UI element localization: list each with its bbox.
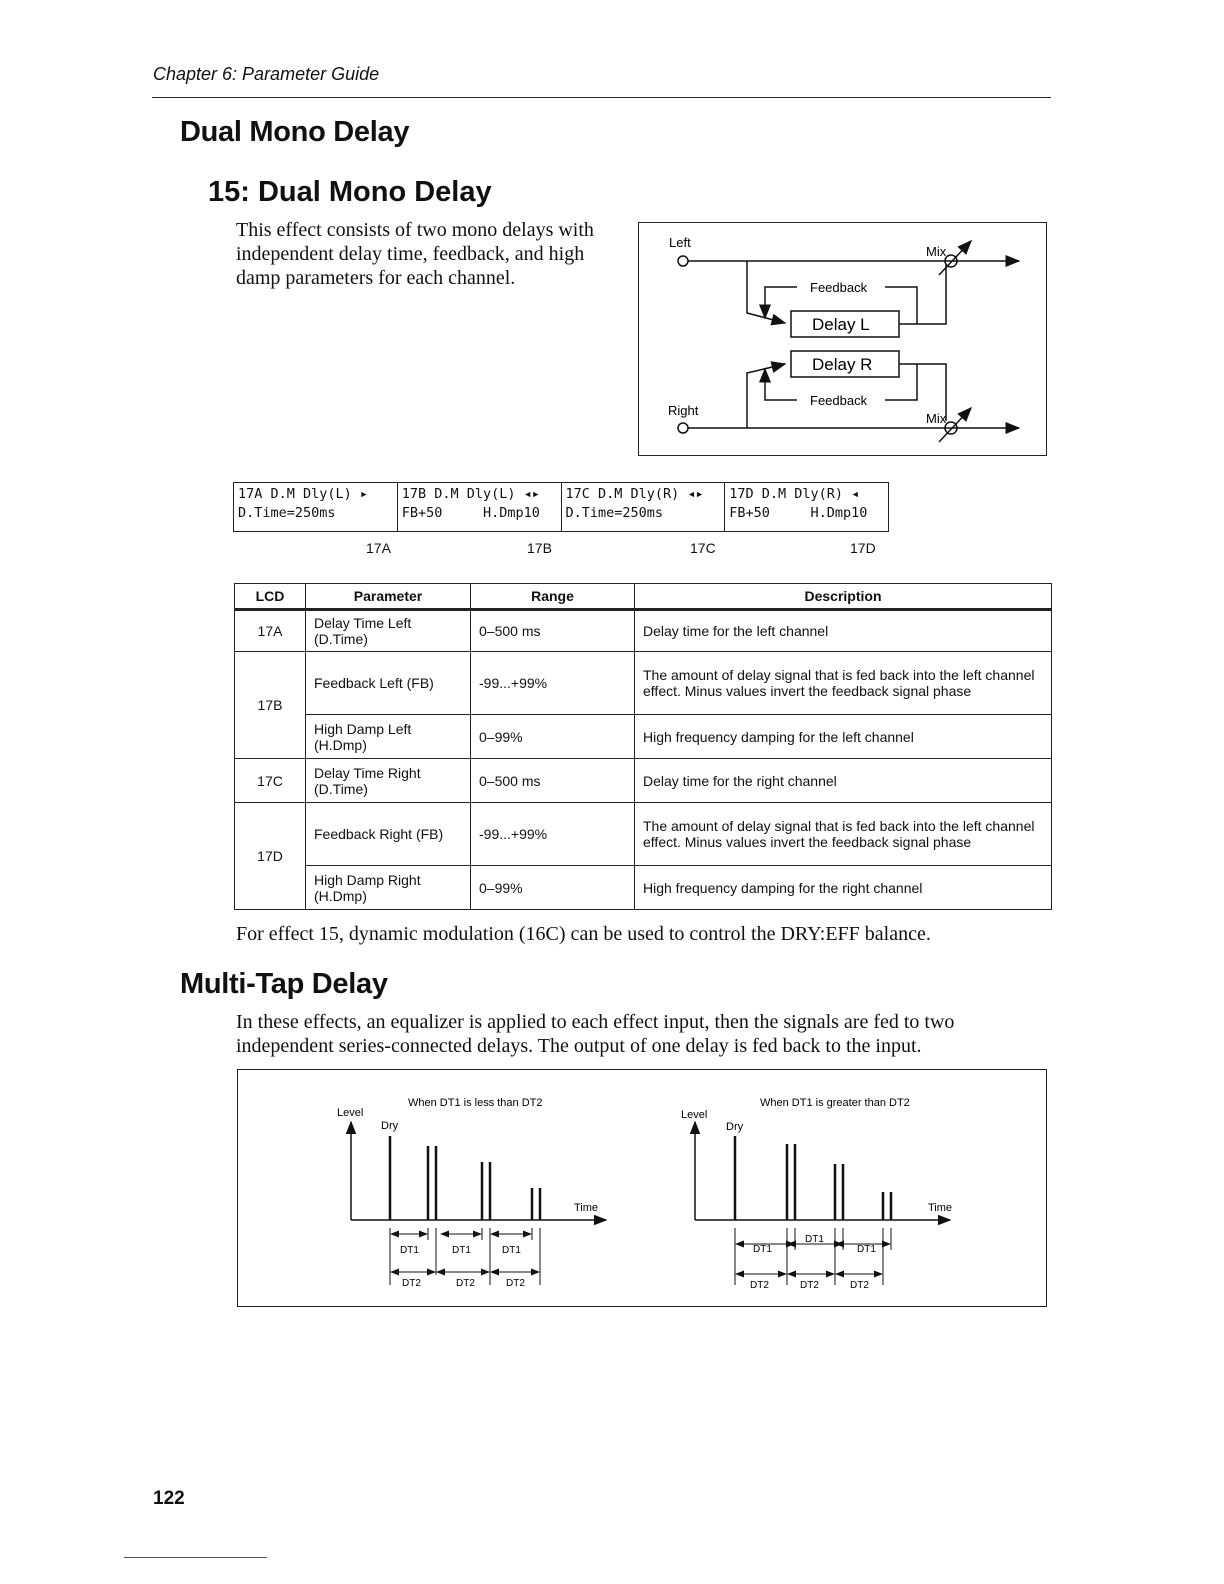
table-row	[235, 610, 1052, 652]
cell-description: The amount of delay signal that is fed back into the left channel effect. Minus values invert the feedback signal phase	[635, 652, 1052, 715]
cell-range: 0–500 ms	[471, 610, 635, 652]
left-to-delay-path	[747, 261, 785, 323]
chapter-header: Chapter 6: Parameter Guide	[153, 64, 380, 84]
cell-range: 0–99%	[471, 866, 635, 910]
cell-lcd: 17D	[235, 803, 306, 910]
lcd-cell-17b	[397, 483, 561, 531]
time-label: Time	[574, 1202, 599, 1214]
diagram-left-label: Left	[669, 235, 691, 250]
lcd-line: 17C D.M Dly(R) ◂▸	[565, 486, 704, 502]
effect-15-title: 15: Dual Mono Delay	[208, 176, 492, 208]
lcd-label-17c: 17C	[690, 540, 716, 556]
cell-description: Delay time for the right channel	[635, 759, 1052, 803]
dry-label: Dry	[726, 1121, 744, 1133]
diagram-right-label: Right	[668, 403, 699, 418]
table-row	[235, 759, 1052, 803]
lcd-line: FB+50 H.Dmp10	[401, 505, 540, 521]
feedback-r-label: Feedback	[810, 393, 868, 408]
lcd-line: 17D D.M Dly(R) ◂	[729, 486, 860, 502]
diagram-mix-label-top: Mix	[926, 244, 947, 259]
dt1-label: DT1	[400, 1245, 419, 1256]
cell-range: 0–500 ms	[471, 759, 635, 803]
dt2-label: DT2	[850, 1280, 869, 1291]
lcd-display-strip	[233, 482, 889, 532]
page-number: 122	[153, 1488, 185, 1509]
footer-rule	[124, 1557, 267, 1558]
multitap-title: Multi-Tap Delay	[180, 968, 388, 1000]
intro-line: This effect consists of two mono delays with	[236, 219, 594, 241]
lcd-line: D.Time=250ms	[565, 505, 664, 521]
dt2-label: DT2	[402, 1278, 421, 1289]
table-row	[235, 715, 1052, 759]
lcd-line: 17A D.M Dly(L) ▸	[238, 486, 369, 502]
tap-lines	[390, 1136, 540, 1220]
timing-panel-dt1-greater	[681, 1097, 952, 1291]
table-header-row	[235, 584, 1052, 610]
tap-lines	[735, 1136, 891, 1220]
lcd-line: D.Time=250ms	[238, 505, 336, 521]
lcd-line: 17B D.M Dly(L) ◂▸	[401, 486, 540, 502]
lcd-line: FB+50 H.Dmp10	[729, 505, 868, 521]
table-row	[235, 803, 1052, 866]
dt2-label: DT2	[800, 1280, 819, 1291]
header-description: Description	[635, 584, 1052, 610]
dt1-label: DT1	[502, 1245, 521, 1256]
dual-mono-delay-diagram	[638, 222, 1047, 456]
header-lcd: LCD	[235, 584, 306, 610]
cell-parameter: Delay Time Left (D.Time)	[306, 610, 471, 652]
lcd-label-17a: 17A	[366, 540, 391, 556]
intro-line: independent delay time, feedback, and high	[236, 243, 585, 265]
cell-range: -99...+99%	[471, 803, 635, 866]
dry-label: Dry	[381, 1120, 399, 1132]
multitap-intro	[236, 1010, 1036, 1058]
lcd-cell-17a	[234, 483, 397, 531]
cell-lcd: 17A	[235, 610, 306, 652]
cell-range: 0–99%	[471, 715, 635, 759]
dt2-label: DT2	[456, 1278, 475, 1289]
interval-markers	[390, 1228, 540, 1285]
delay-l-out-path	[899, 265, 946, 324]
intro-line: In these effects, an equalizer is applied to each effect input, then the signals are fed to two	[236, 1011, 955, 1033]
header-rule	[152, 97, 1051, 98]
level-label: Level	[337, 1107, 364, 1119]
multitap-timing-diagram	[237, 1069, 1047, 1307]
right-to-delay-path	[747, 364, 785, 428]
intro-line: damp parameters for each channel.	[236, 267, 516, 289]
cell-parameter: High Damp Right (H.Dmp)	[306, 866, 471, 910]
cell-range: -99...+99%	[471, 652, 635, 715]
panel-title: When DT1 is greater than DT2	[760, 1097, 910, 1109]
table-row	[235, 652, 1052, 715]
level-label: Level	[681, 1109, 708, 1121]
lcd-label-17d: 17D	[850, 540, 876, 556]
cell-lcd: 17B	[235, 652, 306, 759]
cell-description: Delay time for the left channel	[635, 610, 1052, 652]
dt1-label: DT1	[857, 1244, 876, 1255]
timing-panel-dt1-less	[337, 1097, 606, 1289]
lcd-cell-17d	[724, 483, 888, 531]
dt1-label: DT1	[805, 1234, 824, 1245]
cell-lcd: 17C	[235, 759, 306, 803]
panel-title: When DT1 is less than DT2	[408, 1097, 543, 1109]
dt2-label: DT2	[506, 1278, 525, 1289]
header-parameter: Parameter	[306, 584, 471, 610]
effect-15-note: For effect 15, dynamic modulation (16C) can be used to control the DRY:EFF balance.	[236, 923, 931, 945]
feedback-l-label: Feedback	[810, 280, 868, 295]
lcd-label-17b: 17B	[527, 540, 552, 556]
header-range: Range	[471, 584, 635, 610]
cell-parameter: Delay Time Right (D.Time)	[306, 759, 471, 803]
dt1-label: DT1	[452, 1245, 471, 1256]
section-title: Dual Mono Delay	[180, 116, 410, 148]
dt2-label: DT2	[750, 1280, 769, 1291]
cell-description: High frequency damping for the right channel	[635, 866, 1052, 910]
left-input-jack	[678, 256, 688, 266]
cell-parameter: Feedback Right (FB)	[306, 803, 471, 866]
time-label: Time	[928, 1202, 953, 1214]
cell-description: The amount of delay signal that is fed back into the left channel effect. Minus values invert the feedback signal phase	[635, 803, 1052, 866]
lcd-cell-17c	[561, 483, 725, 531]
cell-description: High frequency damping for the left channel	[635, 715, 1052, 759]
diagram-mix-label-bottom: Mix	[926, 411, 947, 426]
cell-parameter: High Damp Left (H.Dmp)	[306, 715, 471, 759]
effect-15-intro	[236, 218, 626, 290]
intro-line: independent series-connected delays. The output of one delay is fed back to the input.	[236, 1035, 922, 1057]
delay-r-label: Delay R	[812, 355, 873, 374]
cell-parameter: Feedback Left (FB)	[306, 652, 471, 715]
parameter-table	[234, 583, 1052, 910]
table-row	[235, 866, 1052, 910]
dt1-label: DT1	[753, 1244, 772, 1255]
right-input-jack	[678, 423, 688, 433]
delay-l-label: Delay L	[812, 315, 870, 334]
